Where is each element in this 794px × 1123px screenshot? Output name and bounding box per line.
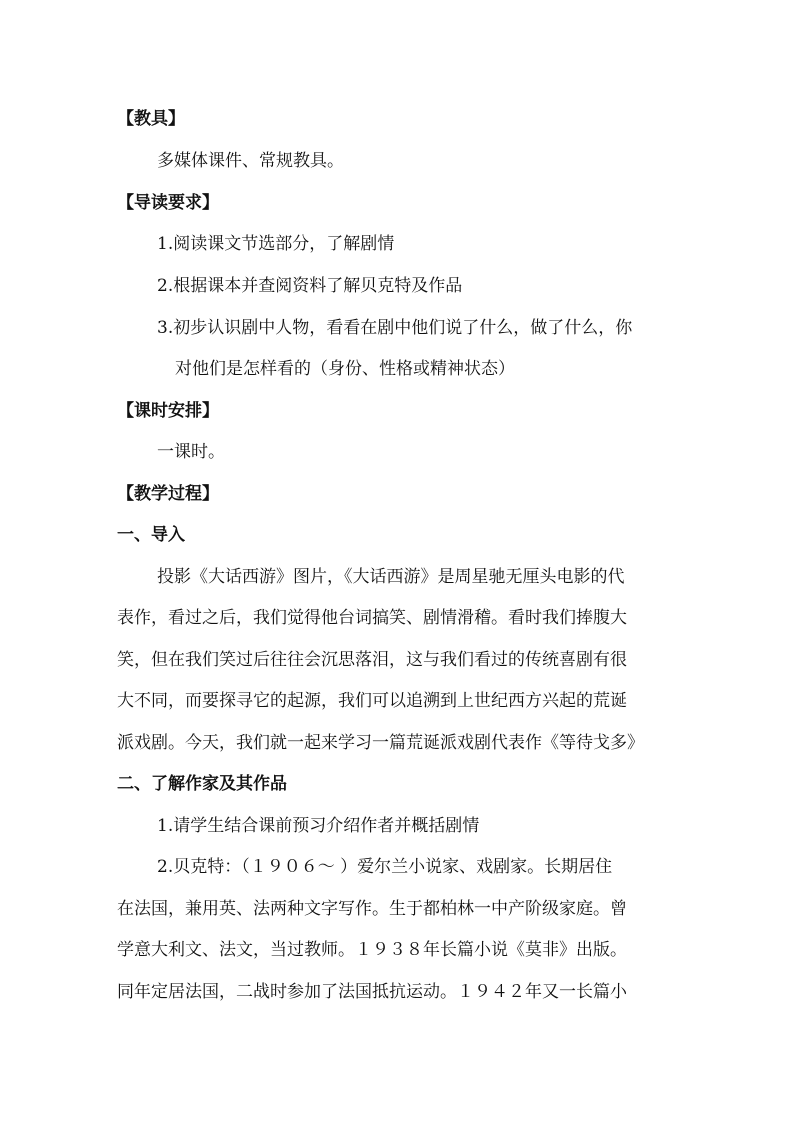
reading-requirement-item: 1.阅读课文节选部分，了解剧情 <box>157 234 395 254</box>
schedule-text: 一课时。 <box>157 442 225 462</box>
part1-paragraph-line: 表作，看过之后，我们觉得他台词搞笑、剧情滑稽。看时我们捧腹大 <box>117 608 627 628</box>
part2-paragraph-line: 在法国，兼用英、法两种文字写作。生于都柏林一中产阶级家庭。曾 <box>117 899 627 919</box>
part2-paragraph-line: 学意大利文、法文，当过教师。１９３８年长篇小说《莫非》出版。 <box>117 940 627 960</box>
reading-requirement-item-continued: 对他们是怎样看的（身份、性格或精神状态） <box>175 359 515 379</box>
reading-requirement-item: 3.初步认识剧中人物，看看在剧中他们说了什么，做了什么，你 <box>157 318 633 338</box>
section-heading-teaching-process: 【教学过程】 <box>117 484 219 504</box>
part1-paragraph-line: 派戏剧。今天，我们就一起来学习一篇荒诞派戏剧代表作《等待戈多》 <box>117 733 644 753</box>
section-heading-reading-requirements: 【导读要求】 <box>117 193 219 213</box>
reading-requirement-item: 2.根据课本并查阅资料了解贝克特及作品 <box>157 276 463 296</box>
part2-item: 1.请学生结合课前预习介绍作者并概括剧情 <box>157 816 480 836</box>
section-heading-teaching-aids: 【教具】 <box>117 109 185 129</box>
part1-heading: 一、导入 <box>117 525 185 545</box>
part1-paragraph-line: 笑，但在我们笑过后往往会沉思落泪，这与我们看过的传统喜剧有很 <box>117 650 627 670</box>
teaching-aids-text: 多媒体课件、常规教具。 <box>157 151 344 171</box>
part2-paragraph-line: 同年定居法国，二战时参加了法国抵抗运动。１９４２年又一长篇小 <box>117 982 627 1002</box>
section-heading-schedule: 【课时安排】 <box>117 401 219 421</box>
part2-heading: 二、了解作家及其作品 <box>117 774 287 794</box>
part2-paragraph-line: 2.贝克特：（１９０６～ ）爱尔兰小说家、戏剧家。长期居住 <box>157 857 613 877</box>
part1-paragraph-line: 投影《大话西游》图片，《大话西游》是周星驰无厘头电影的代 <box>157 567 625 587</box>
part1-paragraph-line: 大不同，而要探寻它的起源，我们可以追溯到上世纪西方兴起的荒诞 <box>117 691 627 711</box>
